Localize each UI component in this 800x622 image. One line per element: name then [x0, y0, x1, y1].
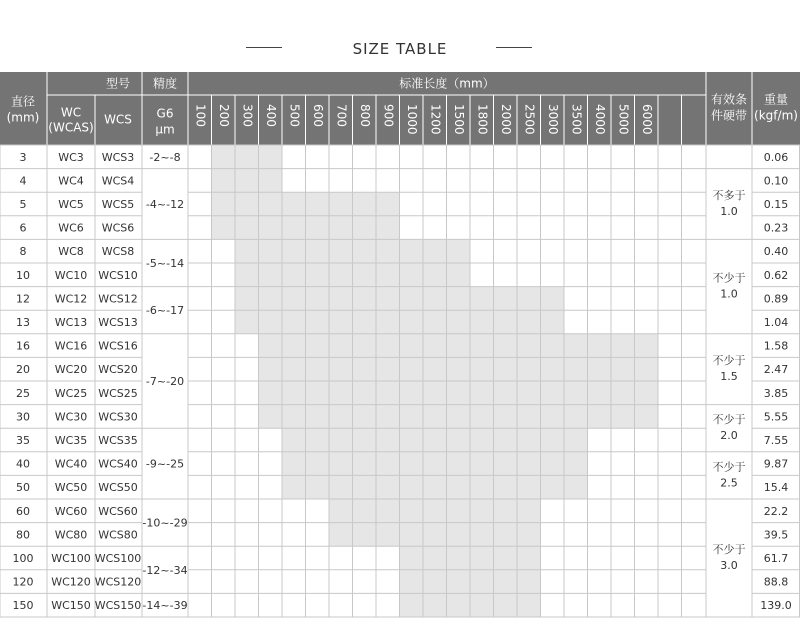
cell-diameter: 120: [12, 575, 34, 589]
cell-weight: 0.40: [763, 245, 789, 259]
cell-wcs-model: WCS30: [98, 410, 138, 424]
cell-wcs-model: WCS13: [98, 316, 138, 329]
cell-precision: -10~-29: [142, 516, 188, 530]
shaded-length-range: [282, 428, 588, 452]
cell-wcs-model: WCS10: [98, 268, 138, 282]
cell-wcs-model: WCS150: [94, 599, 142, 613]
cell-weight: 15.4: [763, 481, 789, 495]
cell-precision: -9~-25: [145, 457, 185, 471]
length-header: 1000: [404, 104, 419, 135]
cell-weight: 9.87: [763, 457, 789, 471]
cell-weight: 0.15: [763, 198, 789, 211]
header-wcs: WCS: [104, 112, 132, 127]
cell-precision: -5~-14: [145, 257, 185, 270]
shaded-length-range: [212, 169, 283, 193]
cell-wcs-model: WCS3: [101, 150, 135, 164]
cell-hardened-label: 不少于: [712, 543, 746, 556]
header-model: 型号: [105, 76, 131, 91]
cell-wc-model: WC8: [58, 245, 84, 259]
length-header: 1200: [428, 104, 443, 135]
cell-weight: 0.89: [763, 292, 789, 306]
cell-precision: -2~-8: [149, 150, 181, 164]
length-header: 800: [357, 104, 372, 127]
cell-wc-model: WC150: [51, 599, 91, 613]
cell-wc-model: WC4: [58, 174, 84, 188]
shaded-length-range: [282, 452, 588, 476]
shaded-length-range: [259, 334, 659, 358]
cell-diameter: 60: [16, 504, 30, 518]
cell-wc-model: WC100: [51, 552, 91, 565]
cell-hardened-value: 3.0: [720, 559, 738, 572]
shaded-length-range: [212, 145, 283, 169]
cell-weight: 22.2: [763, 504, 789, 518]
header-weight-unit: (kgf/m): [754, 108, 798, 123]
cell-weight: 0.23: [763, 221, 789, 235]
length-header: 200: [216, 104, 231, 127]
header-diameter: 直径: [10, 94, 36, 109]
cell-diameter: 12: [16, 292, 30, 306]
cell-weight: 5.55: [763, 410, 789, 424]
cell-wcs-model: WCS16: [98, 339, 138, 353]
cell-wcs-model: WCS4: [101, 174, 135, 188]
cell-hardened-value: 2.5: [720, 476, 738, 490]
length-header: 700: [334, 104, 349, 127]
length-header: 600: [310, 104, 325, 127]
cell-hardened-label: 不多于: [712, 189, 746, 202]
cell-wc-model: WC16: [54, 339, 88, 353]
header-wcas: (WCAS): [48, 120, 94, 135]
length-header: 500: [287, 104, 302, 127]
cell-precision: -14~-39: [142, 599, 188, 613]
cell-weight: 1.58: [763, 339, 789, 353]
cell-precision: -4~-12: [145, 198, 185, 211]
cell-diameter: 50: [16, 481, 30, 495]
length-header: 1800: [475, 104, 490, 135]
length-header: 900: [381, 104, 396, 127]
cell-wc-model: WC30: [54, 410, 88, 424]
cell-diameter: 5: [19, 198, 27, 211]
cell-diameter: 13: [16, 316, 30, 329]
cell-diameter: 16: [16, 339, 30, 353]
cell-wcs-model: WCS8: [101, 245, 135, 259]
header-weight: 重量: [763, 92, 789, 107]
shaded-length-range: [329, 499, 541, 523]
page-title: SIZE TABLE: [352, 40, 448, 58]
header-precision: 精度: [152, 76, 178, 91]
cell-precision: -12~-34: [142, 563, 188, 577]
cell-wc-model: WC20: [54, 363, 88, 377]
shaded-length-range: [259, 405, 659, 429]
cell-wcs-model: WCS120: [94, 575, 142, 589]
cell-hardened-label: 不少于: [712, 271, 746, 285]
header-standard-length: 标准长度（mm）: [399, 76, 495, 91]
length-header: 4000: [592, 104, 607, 135]
length-header: 400: [263, 104, 278, 127]
cell-weight: 2.47: [763, 363, 789, 377]
length-header: 3000: [545, 104, 560, 135]
header-g6: G6: [156, 106, 174, 121]
cell-wc-model: WC80: [54, 528, 88, 542]
cell-diameter: 80: [16, 528, 30, 542]
header-wc: WC: [60, 105, 82, 120]
cell-wcs-model: WCS25: [98, 386, 138, 400]
cell-weight: 0.10: [763, 174, 789, 188]
cell-wc-model: WC10: [54, 268, 88, 282]
length-header: 5000: [616, 104, 631, 135]
cell-diameter: 6: [19, 221, 27, 235]
cell-wcs-model: WCS6: [101, 221, 135, 235]
cell-wcs-model: WCS60: [98, 504, 138, 518]
cell-hardened-value: 1.0: [720, 205, 738, 218]
length-header: 300: [240, 104, 255, 127]
cell-wc-model: WC25: [54, 386, 88, 400]
cell-wc-model: WC35: [54, 434, 88, 447]
cell-weight: 7.55: [763, 434, 789, 447]
header-hardened-2: 件硬带: [710, 108, 748, 123]
cell-wc-model: WC13: [54, 316, 88, 329]
cell-diameter: 8: [19, 245, 27, 259]
cell-diameter: 100: [12, 552, 34, 565]
cell-wcs-model: WCS35: [98, 434, 138, 447]
header-diameter-unit: (mm): [6, 110, 40, 125]
cell-diameter: 25: [16, 386, 30, 400]
cell-wc-model: WC3: [58, 150, 84, 164]
length-header: 1500: [451, 104, 466, 135]
cell-wcs-model: WCS40: [98, 457, 138, 471]
cell-hardened-value: 1.5: [720, 370, 738, 384]
cell-hardened-value: 1.0: [720, 287, 738, 301]
cell-wcs-model: WCS20: [98, 363, 138, 377]
shaded-length-range: [329, 523, 541, 547]
cell-wc-model: WC40: [54, 457, 88, 471]
cell-precision: -6~-17: [145, 304, 185, 318]
cell-weight: 0.06: [763, 150, 789, 164]
cell-diameter: 3: [19, 150, 27, 164]
cell-hardened-value: 2.0: [720, 429, 738, 443]
shaded-length-range: [259, 381, 659, 405]
cell-wcs-model: WCS50: [98, 481, 138, 495]
cell-weight: 88.8: [763, 575, 789, 589]
cell-diameter: 10: [16, 268, 30, 282]
cell-weight: 61.7: [763, 552, 789, 565]
cell-wc-model: WC60: [54, 504, 88, 518]
cell-hardened-label: 不少于: [712, 413, 746, 427]
cell-diameter: 4: [19, 174, 27, 188]
length-header: 100: [193, 104, 208, 127]
cell-wc-model: WC5: [58, 198, 84, 211]
header-hardened-1: 有效条: [710, 92, 748, 107]
cell-wc-model: WC6: [58, 221, 84, 235]
cell-wc-model: WC12: [54, 292, 88, 306]
cell-diameter: 20: [16, 363, 30, 377]
cell-weight: 39.5: [763, 528, 789, 542]
length-header: 2500: [522, 104, 537, 135]
length-header: 6000: [639, 104, 654, 135]
header-um: μm: [155, 122, 175, 137]
cell-weight: 139.0: [760, 599, 792, 613]
shaded-length-range: [259, 357, 659, 381]
cell-wcs-model: WCS5: [101, 198, 135, 211]
cell-wc-model: WC50: [54, 481, 88, 495]
cell-diameter: 150: [12, 599, 34, 613]
cell-diameter: 30: [16, 410, 30, 424]
length-header: 3500: [569, 104, 584, 135]
cell-wcs-model: WCS80: [98, 528, 138, 542]
cell-wcs-model: WCS100: [94, 552, 142, 565]
shaded-length-range: [282, 475, 588, 499]
cell-wc-model: WC120: [51, 575, 91, 589]
cell-hardened-label: 不少于: [712, 460, 746, 474]
cell-weight: 0.62: [763, 268, 789, 282]
cell-diameter: 35: [16, 434, 30, 447]
cell-weight: 3.85: [763, 386, 789, 400]
cell-weight: 1.04: [763, 316, 789, 329]
length-header: 2000: [498, 104, 513, 135]
cell-precision: -7~-20: [145, 375, 185, 388]
cell-diameter: 40: [16, 457, 30, 471]
cell-wcs-model: WCS12: [98, 292, 138, 306]
cell-hardened-label: 不少于: [712, 354, 746, 368]
